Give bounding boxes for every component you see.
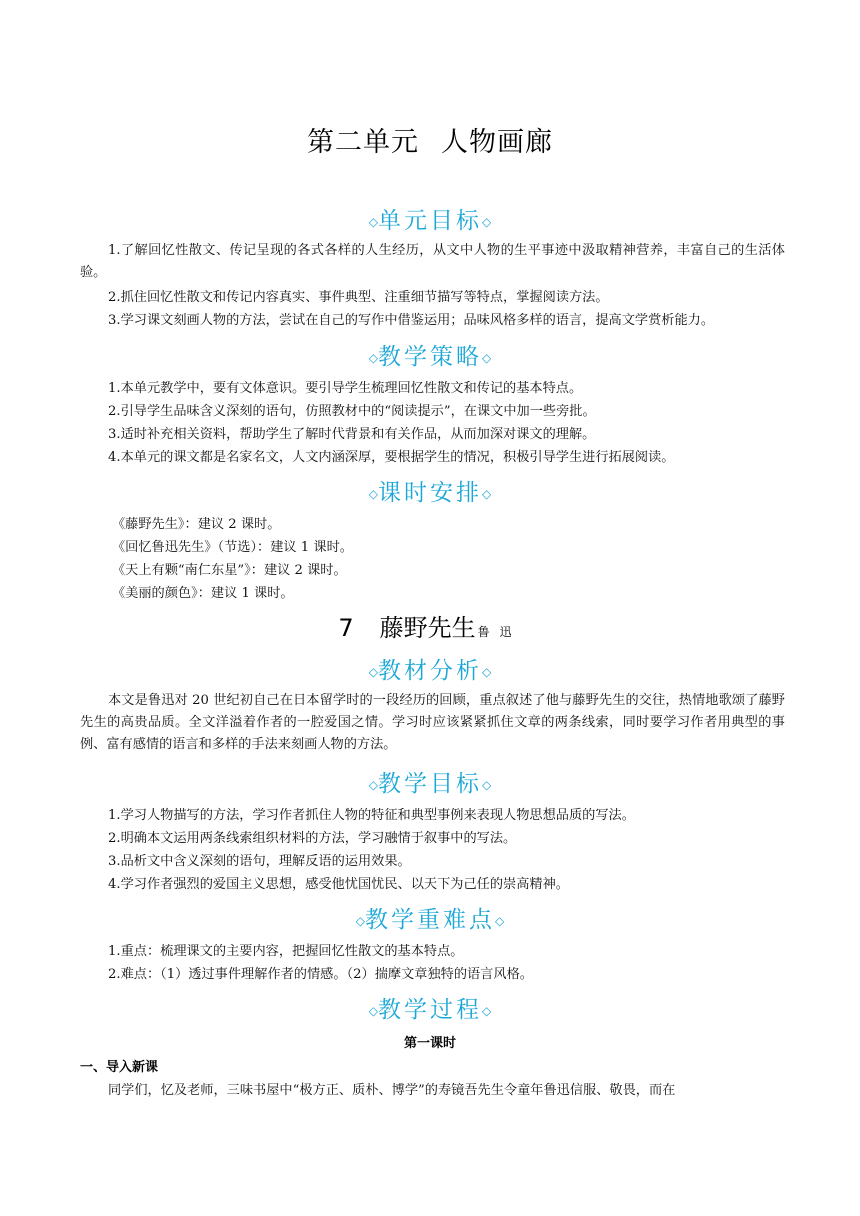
diamond-icon: ◇ [482,1004,492,1018]
teach-goal-item: 4.学习作者强烈的爱国主义思想，感受他忧国忧民、以天下为己任的崇高精神。 [108,877,569,892]
section-heading-key-points: ◇教学重难点◇ [355,907,505,933]
unit-number: 第二单元 [307,127,419,158]
goal-item: 2.抓住回忆性散文和传记内容真实、事件典型、注重细节描写等特点，掌握阅读方法。 [108,290,609,305]
strategy-item: 2.引导学生品味含义深刻的语句，仿照教材中的“阅读提示”，在课文中加一些旁批。 [108,404,596,419]
diamond-icon: ◇ [368,351,378,365]
key-point-item: 2.难点：（1）透过事件理解作者的情感。（2）揣摩文章独特的语言风格。 [108,967,533,982]
lesson-number: 7 [338,614,354,642]
diamond-icon: ◇ [368,215,378,229]
section-heading-goals: ◇单元目标◇ [368,208,492,234]
teach-goal-item: 2.明确本文运用两条线索组织材料的方法，学习融情于叙事中的写法。 [108,831,517,846]
strategy-item: 3.适时补充相关资料，帮助学生了解时代背景和有关作品，从而加深对课文的理解。 [108,427,596,442]
diamond-icon: ◇ [495,914,505,928]
schedule-item: 《天上有颗“南仁东星”》：建议 2 课时。 [112,563,347,578]
unit-theme: 人物画廊 [441,127,553,158]
diamond-icon: ◇ [368,778,378,792]
lesson-title [0,608,860,643]
strategy-item: 1.本单元教学中，要有文体意识。要引导学生梳理回忆性散文和传记的基本特点。 [108,381,583,396]
goal-item: 3.学习课文刻画人物的方法，尝试在自己的写作中借鉴运用；品味风格多样的语言，提高文学赏析能力。 [108,313,715,328]
diamond-icon: ◇ [482,215,492,229]
schedule-item: 《藤野先生》：建议 2 课时。 [112,517,281,532]
section-heading-schedule: ◇课时安排◇ [368,480,492,506]
key-point-item: 1.重点：梳理课文的主要内容，把握回忆性散文的基本特点。 [108,944,464,959]
section-heading-teach-goals: ◇教学目标◇ [368,771,492,797]
diamond-icon: ◇ [482,487,492,501]
teach-goal-item: 1.学习人物描写的方法，学习作者抓住人物的特征和典型事例来表现人物思想品质的写法。 [108,808,635,823]
schedule-item: 《回忆鲁迅先生》（节选）：建议 1 课时。 [112,540,353,555]
section-heading-strategy: ◇教学策略◇ [368,344,492,370]
unit-title [0,120,860,159]
strategy-item: 4.本单元的课文都是名家名文，人文内涵深厚，要根据学生的情况，积极引导学生进行拓展阅读。 [108,450,675,465]
lesson-name: 藤野先生 [379,614,476,642]
diamond-icon: ◇ [355,914,365,928]
diamond-icon: ◇ [482,351,492,365]
schedule-item: 《美丽的颜色》：建议 1 课时。 [112,586,294,601]
section-heading-analysis: ◇教材分析◇ [368,658,492,684]
analysis-paragraph: 本文是鲁迅对 20 世纪初自己在日本留学时的一段经历的回顾，重点叙述了他与藤野先生的交往，热情地歌颂了藤野先生的高贵品质。全文洋溢着作者的一腔爱国之情。学习时应该紧紧抓住文章的两条线索，同时要学习作者用典型的事例、富有感情的语言和多样的手法来刻画人物的方法。 [80,693,785,752]
diamond-icon: ◇ [482,665,492,679]
diamond-icon: ◇ [368,487,378,501]
diamond-icon: ◇ [482,778,492,792]
diamond-icon: ◇ [368,665,378,679]
diamond-icon: ◇ [368,1004,378,1018]
teach-goal-item: 3.品析文中含义深刻的语句，理解反语的运用效果。 [108,854,411,869]
lesson-author: 鲁迅 [477,625,522,639]
part-heading: 一、导入新课 [80,1060,159,1075]
goal-item: 1.了解回忆性散文、传记呈现的各式各样的人生经历，从文中人物的生平事迹中汲取精神营养，丰富自己的生活体验。 [80,243,785,280]
intro-paragraph: 同学们，忆及老师，三味书屋中“极方正、质朴、博学”的寿镜吾先生令童年鲁迅信服、敬畏，而在 [108,1083,676,1098]
period-heading: 第一课时 [403,1036,456,1051]
section-heading-process: ◇教学过程◇ [368,997,492,1023]
